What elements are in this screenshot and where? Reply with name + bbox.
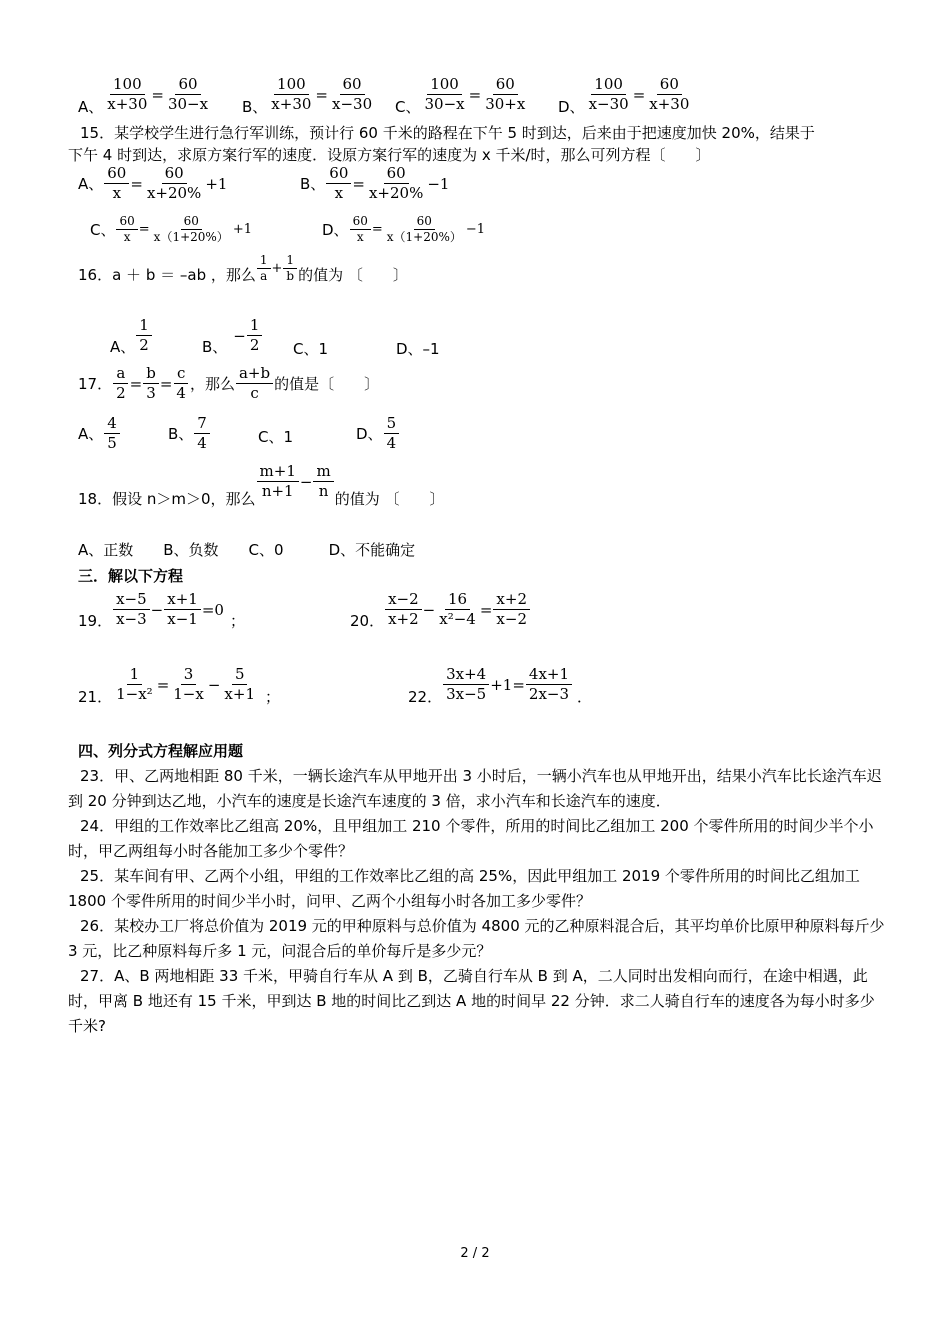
q15-option-d: D、 $\frac{60}{x}$ = $\frac{60}{x(1+20\%)}$ −1 (322, 214, 486, 244)
numerator: 5 (232, 665, 248, 685)
q18-suffix: 的值为 〔 〕 (334, 490, 445, 508)
q16-question: 16．a ＋ b ＝ –ab ，那么 $\frac{1}{a}$ + $\frac{1}{b}$ 的值为 〔 〕 (78, 253, 408, 284)
minus-sign: − (233, 326, 246, 345)
denominator: n (318, 482, 329, 500)
denominator: 4 (176, 384, 186, 402)
q17-option-a (78, 414, 121, 453)
denominator: 4 (386, 434, 397, 452)
denominator: 2x−3 (528, 685, 570, 703)
option-label: D、 (322, 221, 349, 239)
q15-line1: 15．某学校学生进行急行军训练，预计行 60 千米的路程在下午 5 时到达，后来由于把速度加快 20%，结果于 (80, 124, 815, 142)
q17-option-c: C、1 (258, 428, 294, 446)
q16-suffix: 的值为 〔 〕 (298, 266, 408, 284)
denominator: 2 (139, 336, 149, 354)
numerator: 3x+4 (443, 665, 489, 685)
numerator: 3 (181, 665, 197, 685)
q17-option-b (168, 414, 211, 453)
numerator: 60 (116, 214, 137, 230)
numerator: 60 (162, 164, 187, 184)
numerator: 4x+1 (526, 665, 572, 685)
option-tail: +1 (205, 174, 228, 193)
denominator: 30+x (485, 95, 526, 113)
q16-text: 16．a ＋ b ＝ –ab ，那么 (78, 266, 256, 284)
option-tail: −1 (427, 174, 450, 193)
equation-mid: +1= (490, 675, 525, 694)
numerator: 60 (350, 214, 371, 230)
numerator: x+2 (493, 590, 530, 610)
q22-tail: ． (577, 688, 593, 706)
q18-options: A、正数 B、负数 C、0 D、不能确定 (78, 541, 416, 559)
denominator: 1−x² (116, 685, 153, 703)
option-label: C、 (90, 221, 116, 239)
denominator: x−30 (332, 95, 373, 113)
option-label: B、 (168, 425, 194, 443)
q15-option-c: C、 $\frac{60}{x}$ = $\frac{60}{x(1+20\%)}$ +1 (90, 214, 252, 244)
denominator: 30−x (167, 95, 209, 113)
option-label: C、 (395, 98, 421, 116)
numerator: 100 (427, 75, 462, 95)
numerator: x+1 (164, 590, 201, 610)
numerator: 100 (274, 75, 309, 95)
numerator: 60 (326, 164, 351, 184)
denominator: 1−x (173, 685, 204, 703)
denominator: x−3 (116, 610, 147, 628)
q21-number: 21． (78, 688, 113, 706)
numerator: 5 (384, 414, 400, 434)
denominator: c (250, 384, 259, 402)
denominator: x（1+20%） (153, 230, 229, 244)
denominator: x (356, 230, 364, 244)
option-label: D、 (558, 98, 585, 116)
numerator: 1 (127, 665, 143, 685)
denominator: 3 (146, 384, 156, 402)
q24-text: 24．甲组的工作效率比乙组高 20%，且甲组加工 210 个零件，所用的时间比乙组加工 200 个零件所用的时间少半个小时，甲乙两组每小时各能加工多少个零件？ (68, 817, 874, 860)
q27-text: 27．A、B 两地相距 33 千米，甲骑自行车从 A 到 B，乙骑自行车从 B 到 A，二人同时出发相向而行，在途中相遇，此时，甲离 B 地还有 15 千米，甲到达 B 地的时间比乙到达 A 地的时间早 22 分钟．求二人骑自行车的速度各为每小时多少千米? (68, 967, 875, 1035)
section-4-heading: 四、列分式方程解应用题 (78, 742, 244, 760)
q18-text: 18．假设 n＞m＞0，那么 (78, 490, 256, 508)
option-tail: +1 (232, 222, 252, 237)
q15-option-a: A、 $\frac{60}{x}$ = $\frac{60}{x+20\%}$ +1 (78, 164, 228, 202)
section-3-heading: 三．解以下方程 (78, 567, 184, 585)
denominator: x+30 (649, 95, 690, 113)
numerator: m (313, 462, 333, 482)
q21-tail: ； (265, 688, 281, 706)
numerator: 60 (414, 214, 435, 230)
numerator: x−5 (113, 590, 150, 610)
numerator: 60 (657, 75, 682, 95)
q22-equation (408, 662, 592, 707)
q18-question: 18．假设 n＞m＞0，那么 $\frac{m+1}{n+1}$ − $\frac{m}{n}$ 的值为 〔 〕 (78, 462, 445, 508)
numerator: 60 (493, 75, 518, 95)
denominator: a (260, 269, 268, 283)
q16-option-a (110, 314, 153, 357)
denominator: x²−4 (439, 610, 476, 628)
denominator: x+20% (146, 184, 202, 202)
option-label: B、 (300, 175, 326, 193)
q14-option-a: A、 $\frac{100}{x+30}$ = $\frac{60}{30-x}$ (78, 72, 212, 117)
q19-tail: ； (229, 612, 245, 630)
q15-option-b: B、 $\frac{60}{x}$ = $\frac{60}{x+20\%}$ −1 (300, 164, 450, 202)
q26-text: 26．某校办工厂将总价值为 2019 元的甲种原料与总价值为 4800 元的乙种原料混合后，其平均单价比原甲种原料每斤少 3 元，比乙种原料每斤多 1 元，问混合后的单价每斤是多少元？ (68, 917, 885, 960)
denominator: x+20% (368, 184, 424, 202)
q19-number: 19． (78, 612, 113, 630)
numerator: 60 (340, 75, 365, 95)
q17-text: ，那么 (189, 375, 235, 393)
numerator: 60 (104, 164, 129, 184)
denominator: n+1 (261, 482, 294, 500)
q23-text: 23．甲、乙两地相距 80 千米，一辆长途汽车从甲地开出 3 小时后，一辆小汽车也从甲地开出，结果小汽车比长途汽车迟到 20 分钟到达乙地，小汽车的速度是长途汽车速度的 3 倍，求小汽车和长途汽车的速度． (68, 767, 882, 810)
option-tail: −1 (465, 222, 486, 237)
denominator: x+30 (107, 95, 148, 113)
numerator: 1 (247, 316, 263, 336)
numerator: 100 (591, 75, 626, 95)
q16-option-d: D、–1 (396, 340, 440, 358)
q16-option-c: C、1 (293, 340, 329, 358)
numerator: 60 (384, 164, 409, 184)
equation-rhs: =0 (201, 600, 224, 619)
denominator: 5 (107, 434, 117, 452)
option-label: A、 (78, 425, 104, 443)
option-label: B、 (242, 98, 268, 116)
q17-suffix: 的值是〔 〕 (274, 375, 380, 393)
page-number: 2 / 2 (460, 1246, 490, 1261)
option-label: D、 (356, 425, 383, 443)
denominator: b (286, 269, 295, 283)
denominator: 3x−5 (446, 685, 487, 703)
numerator: 16 (445, 590, 470, 610)
numerator: 100 (110, 75, 145, 95)
q16-option-b (202, 314, 263, 357)
denominator: x−1 (167, 610, 198, 628)
option-label: B、 (202, 338, 228, 356)
option-label: A、 (78, 175, 104, 193)
numerator: 1 (283, 253, 297, 269)
denominator: 2 (249, 336, 260, 354)
numerator: c (174, 364, 188, 384)
numerator: 7 (194, 414, 210, 434)
denominator: x−30 (588, 95, 629, 113)
numerator: 1 (257, 253, 271, 269)
numerator: 1 (136, 316, 152, 336)
denominator: 4 (197, 434, 207, 452)
denominator: x+2 (388, 610, 419, 628)
option-label: A、 (78, 98, 104, 116)
numerator: m+1 (257, 462, 299, 482)
denominator: x (123, 230, 131, 244)
denominator: 30−x (424, 95, 465, 113)
q14-option-c: C、 $\frac{100}{30-x}$ = $\frac{60}{30+x}$ (395, 72, 529, 117)
denominator: x (334, 184, 344, 202)
q25-text: 25．某车间有甲、乙两个小组，甲组的工作效率比乙组的高 25%，因此甲组加工 2019 个零件所用的时间比乙组加工 1800 个零件所用的时间少半小时，问甲、乙两个小组每小时各加工多少零件？ (68, 867, 860, 910)
q14-option-b: B、 $\frac{100}{x+30}$ = $\frac{60}{x-30}$ (242, 72, 376, 117)
numerator: 4 (104, 414, 120, 434)
q22-number: 22． (408, 688, 443, 706)
denominator: x+30 (271, 95, 312, 113)
q20-equation: 20． $\frac{x-2}{x+2}$ − $\frac{16}{\text{x²−4}}$ = $\frac{x+2}{x-2}$ (350, 588, 531, 631)
q21-equation: 21． $\frac{1}{\text{1−x²}}$ = $\frac{3}{1-x}$ − $\frac{5}{x+1}$ ； (78, 665, 281, 706)
numerator: x−2 (385, 590, 422, 610)
numerator: 60 (181, 214, 202, 230)
q14-option-d: D、 $\frac{100}{x-30}$ = $\frac{60}{x+30}$ (558, 72, 693, 117)
q17-number: 17． (78, 375, 113, 393)
q17-question: 17． $\frac{a}{2}$ = $\frac{b}{3}$ = $\frac{c}{4}$ ，那么 $\frac{a+b}{c}$ 的值是〔 〕 (78, 364, 380, 402)
q17-option-d (356, 414, 400, 453)
numerator: a+b (236, 364, 273, 384)
denominator: x (112, 184, 122, 202)
numerator: b (143, 364, 159, 384)
denominator: x（1+20%） (386, 230, 462, 244)
denominator: x+1 (224, 685, 255, 703)
denominator: 2 (116, 384, 126, 402)
q19-equation: 19． $\frac{x-5}{x-3}$ − $\frac{x+1}{x-1}$ =0 ； (78, 590, 245, 630)
numerator: 60 (175, 75, 200, 95)
q20-number: 20． (350, 612, 385, 630)
denominator: x−2 (496, 610, 527, 628)
option-label: A、 (110, 338, 136, 356)
numerator: a (113, 364, 128, 384)
q15-line2: 下午 4 时到达，求原方案行军的速度．设原方案行军的速度为 x 千米/时，那么可列方程〔 〕 (68, 146, 711, 164)
